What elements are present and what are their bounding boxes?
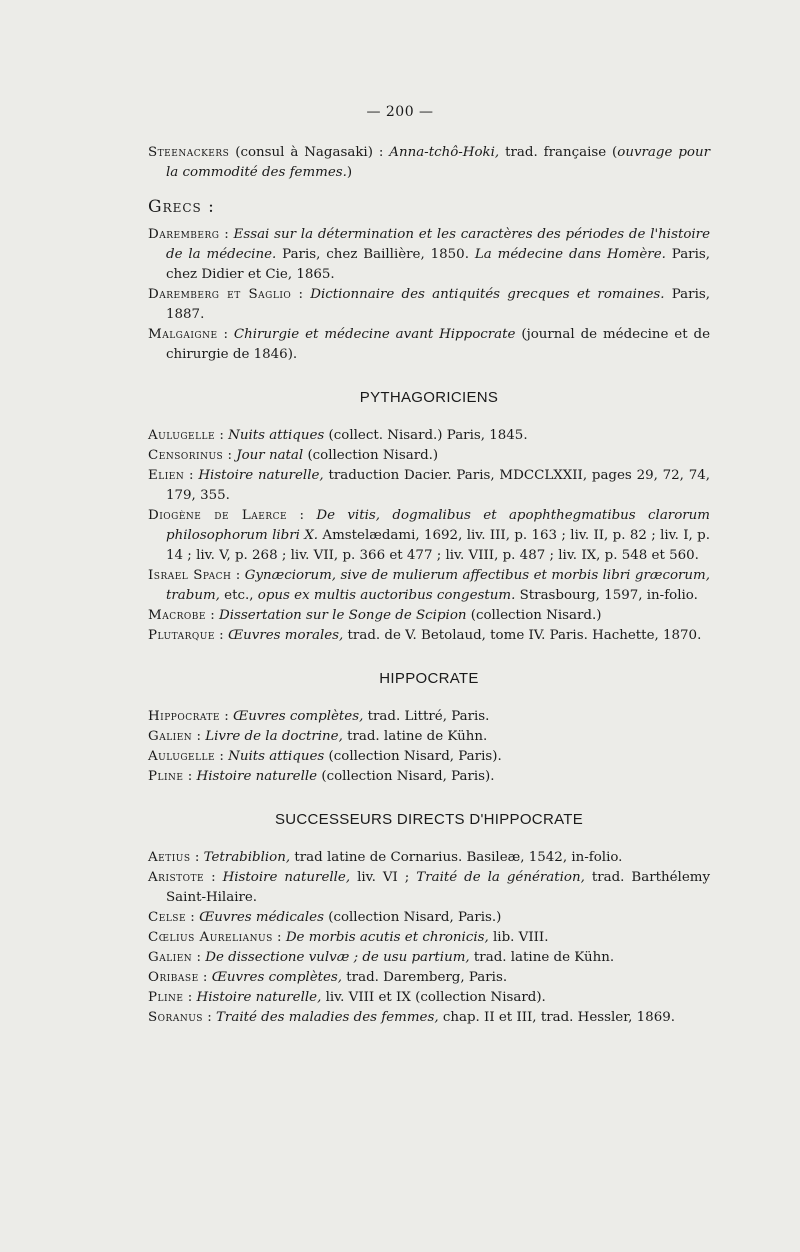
entry-title: Œuvres morales, (227, 628, 344, 643)
bibliography-entry (148, 767, 710, 787)
entry-details: (collection Nisard, Paris.) (323, 910, 502, 925)
entry-title: Livre de la doctrine, (205, 729, 343, 744)
entry-author: Aetius (148, 850, 191, 865)
entry-title: Jour natal (236, 448, 304, 463)
bibliography-entry (148, 225, 710, 285)
entry-separator: : (223, 448, 237, 463)
entry-title: Gynæciorum, sive de mulierum affectibus et morbis libri græcorum, trabum, (166, 568, 711, 603)
bibliography-entry (148, 626, 710, 646)
entry-details: liv. VI ; (350, 870, 417, 885)
entry-details: traduction Dacier. Paris, MDCCLXXII, pages 29, 72, 74, 179, 355. (166, 468, 710, 503)
entry-separator: : (287, 508, 317, 523)
bibliography-entry (148, 285, 710, 325)
entry-details: trad. de V. Betolaud, tome IV. Paris. Hachette, 1870. (343, 628, 702, 643)
entry-author: Soranus (148, 1010, 203, 1025)
entry-details: trad. latine de Kühn. (469, 950, 615, 965)
entry-details-secondary: ) (346, 165, 353, 180)
entry-title: Dissertation sur le Songe de Scipion (218, 608, 467, 623)
entry-details: (journal de médecine et de chirurgie de 1846). (166, 327, 711, 362)
bibliography-entry (148, 606, 710, 626)
entry-separator: : (217, 327, 234, 342)
bibliography-entry (148, 506, 710, 566)
entry-details: (collection Nisard, Paris). (324, 749, 502, 764)
entry-title-secondary: opus ex multis auctoribus congestum. (257, 588, 516, 603)
entry-author: Macrobe (148, 608, 206, 623)
bibliography-entry (148, 968, 710, 988)
entry-title: Tetrabiblion, (203, 850, 291, 865)
entry-separator: : (190, 850, 204, 865)
bibliography-entry (148, 466, 710, 506)
entry-details: trad. Daremberg, Paris. (342, 970, 508, 985)
bibliography-entry (148, 747, 710, 767)
entry-separator: : (215, 749, 229, 764)
bibliography-entry (148, 707, 710, 727)
hippocrate-list (148, 707, 710, 787)
entry-separator: : (183, 990, 197, 1005)
bibliography-entry (148, 908, 710, 928)
entry-separator: : (186, 910, 200, 925)
entry-author: Elien (148, 468, 185, 483)
entry-title: Histoire naturelle, (222, 870, 351, 885)
heading-successeurs: SUCCESSEURS DIRECTS D'HIPPOCRATE (274, 811, 584, 828)
entry-title: De dissectione vulvæ ; de usu partium, (205, 950, 470, 965)
entry-author: Diogène de Laerce (148, 508, 288, 523)
heading-pythagoriciens: PYTHAGORICIENS (359, 389, 499, 406)
entry-title: Chirurgie et médecine avant Hippocrate (233, 327, 516, 342)
heading-grecs: Grecs : (148, 197, 215, 217)
bibliography-entry (148, 848, 710, 868)
entry-author: Aulugelle (148, 749, 216, 764)
entry-title: Histoire naturelle, (198, 468, 324, 483)
entry-title: Histoire naturelle (196, 769, 318, 784)
bibliography-entry (148, 143, 710, 183)
bibliography-entry (148, 1008, 710, 1028)
entry-details: (collection Nisard.) (466, 608, 602, 623)
entry-title: Nuits attiques (228, 749, 325, 764)
entry-separator: : (231, 568, 245, 583)
entry-separator: : (219, 709, 233, 724)
entry-title: Anna-tchô-Hoki, (389, 145, 500, 160)
bibliography-entry (148, 727, 710, 747)
entry-title: Dictionnaire des antiquités grecques et romaines. (310, 287, 665, 302)
bibliography-entry (148, 948, 710, 968)
entry-details: chap. II et III, trad. Hessler, 1869. (438, 1010, 676, 1025)
entry-details-secondary: trad. Barthélemy Saint-Hilaire. (166, 870, 711, 905)
bibliography-entry (148, 988, 710, 1008)
heading-hippocrate: HIPPOCRATE (379, 670, 479, 687)
entry-details-secondary: Strasbourg, 1597, in-folio. (515, 588, 698, 603)
entry-details: trad. latine de Kühn. (342, 729, 488, 744)
entry-title: Histoire naturelle, (196, 990, 322, 1005)
entry-author: Aulugelle (148, 428, 216, 443)
entry-title: Essai sur la détermination et les caractères des périodes de l'histoire de la médecine. (166, 227, 710, 262)
successeurs-list (148, 848, 710, 1028)
entry-details: Paris, chez Baillière, 1850. (276, 247, 475, 262)
entry-details: trad. Littré, Paris. (363, 709, 490, 724)
entry-separator: : (204, 870, 223, 885)
pythagoriciens-list (148, 426, 710, 646)
entry-author: Plutarque (148, 628, 215, 643)
entry-author: Hippocrate (148, 709, 220, 724)
entry-author: Celse (148, 910, 187, 925)
entry-separator: : (192, 950, 206, 965)
entry-separator: : (198, 970, 212, 985)
entry-details: etc., (219, 588, 258, 603)
bibliography-entry (148, 446, 710, 466)
entry-author: Galien (148, 950, 193, 965)
entry-author: Aristote (148, 870, 205, 885)
bibliography-entry (148, 426, 710, 446)
entry-author: Galien (148, 729, 193, 744)
entry-separator: : (215, 428, 229, 443)
entry-title: De morbis acutis et chronicis, (285, 930, 489, 945)
entry-details: Amstelædami, 1692, liv. III, p. 163 ; liv. II, p. 82 ; liv. I, p. 14 ; liv. V, p. 268 ; liv. VII, p. 366 et 477 ; liv. VIII, p. 487 ; liv. IX, p. 548 et 560. (166, 528, 710, 563)
entry-separator: : (183, 769, 197, 784)
entry-separator: : (202, 1010, 216, 1025)
page-number: — 200 — (366, 104, 434, 120)
entry-author: Censorinus (148, 448, 224, 463)
entry-author: Daremberg (148, 227, 220, 242)
entry-separator: : (272, 930, 286, 945)
grecs-list (148, 225, 710, 365)
bibliography-entry (148, 868, 710, 908)
entry-author: Steenackers (148, 145, 230, 160)
entry-title: Œuvres médicales (199, 910, 324, 925)
entry-title: Œuvres complètes, (211, 970, 343, 985)
entry-separator: : (291, 287, 311, 302)
bibliography-entry (148, 566, 710, 606)
entry-details: (collect. Nisard.) Paris, 1845. (324, 428, 528, 443)
entry-details: (collection Nisard.) (303, 448, 439, 463)
entry-details-secondary: Paris, chez Didier et Cie, 1865. (166, 247, 710, 282)
entry-details: (collection Nisard, Paris). (317, 769, 495, 784)
entry-separator: : (192, 729, 206, 744)
entry-author: Pline (148, 769, 184, 784)
entry-separator: : (184, 468, 199, 483)
entry-author: Cœlius Aurelianus (148, 930, 273, 945)
entry-details: Paris, 1887. (166, 287, 710, 322)
entry-title-secondary: La médecine dans Homère. (474, 247, 666, 262)
entry-title-secondary: ouvrage pour la commodité des femmes. (166, 145, 710, 180)
entry-author: Israel Spach (148, 568, 232, 583)
entry-author: Malgaigne (148, 327, 218, 342)
entry-separator: : (219, 227, 234, 242)
entry-separator: (consul à Nagasaki) : (229, 145, 390, 160)
entry-title: Traité des maladies des femmes, (216, 1010, 439, 1025)
entry-title: Œuvres complètes, (233, 709, 364, 724)
entry-author: Pline (148, 990, 184, 1005)
bibliography-entry (148, 928, 710, 948)
intro-list (148, 143, 710, 183)
entry-details: trad. française ( (499, 145, 618, 160)
entry-title-secondary: Traité de la génération, (416, 870, 585, 885)
entry-author: Oribase (148, 970, 199, 985)
bibliography-entry (148, 325, 710, 365)
entry-title: Nuits attiques (228, 428, 325, 443)
entry-details: lib. VIII. (488, 930, 549, 945)
entry-author: Daremberg et Saglio (148, 287, 292, 302)
entry-separator: : (205, 608, 219, 623)
entry-separator: : (214, 628, 228, 643)
entry-title: De vitis, dogmalibus et apophthegmatibus clarorum philosophorum libri X. (166, 508, 710, 543)
bibliography (148, 143, 710, 1028)
entry-details: trad latine de Cornarius. Basileæ, 1542, in-folio. (290, 850, 623, 865)
entry-details: liv. VIII et IX (collection Nisard). (321, 990, 546, 1005)
